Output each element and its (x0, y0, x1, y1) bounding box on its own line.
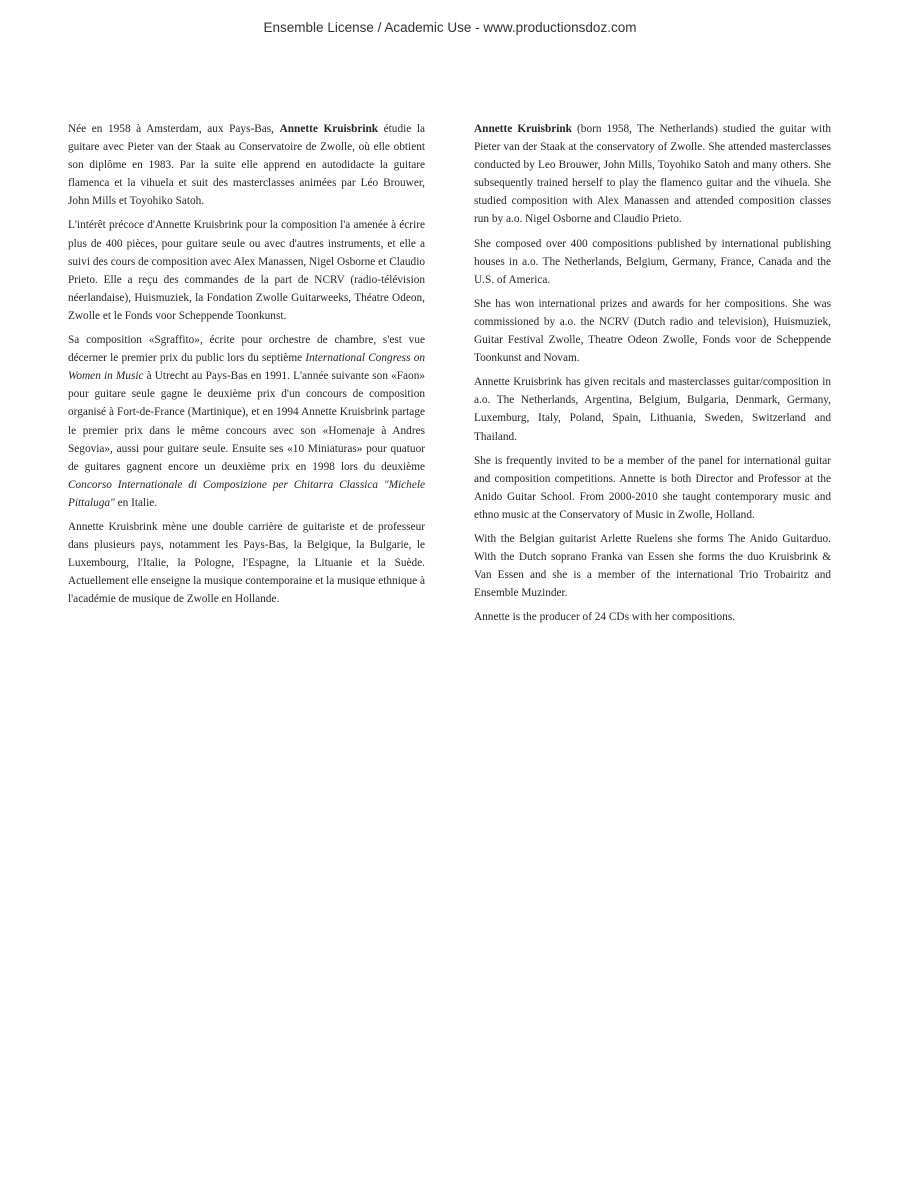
english-paragraph-4: Annette Kruisbrink has given recitals and masterclasses guitar/composition in a.o. The Netherlands, Argentina, Belgium, Bulgaria, Denmark, Germany, Luxemburg, Italy, Poland, Spain, Lithuania, Sweden, Switzerland and Thailand. (474, 376, 831, 443)
french-p3-part-1: Sa composition «Sgraffito», écrite pour orchestre de chambre, s'est vue décerner le premier prix du public lors du septième (68, 334, 425, 365)
license-header: Ensemble License / Academic Use - www.productionsdoz.com (263, 20, 637, 35)
composer-name: Annette Kruisbrink (279, 123, 379, 135)
french-p1-body: étudie la guitare avec Pieter van der Staak au Conservatoire de Zwolle, où elle obtient son diplôme en 1983. Par la suite elle apprend en autodidacte la guitare flamenca et la vihuela et suit des masterclasses animées par Léo Brouwer, John Mills et Toyohiko Satoh. (68, 123, 425, 208)
french-p1-intro: Née en 1958 à Amsterdam, aux Pays-Bas, (68, 123, 280, 135)
concorso-title: Concorso Internationale di Composizione per Chitarra Classica "Michele Pittaluga" (68, 478, 425, 509)
english-p1-body: (born 1958, The Netherlands) studied the guitar with Pieter van der Staak at the conservatory of Zwolle. She attended masterclasses conducted by Leo Brouwer, John Mills, Toyohiko Satoh and many others. She subsequently trained herself to play the flamenco guitar and the vihuela. She studied composition with Alex Manassen and attended composition classes run by a.o. Nigel Osborne and Claudio Prieto. (474, 123, 831, 226)
composer-name-en: Annette Kruisbrink (474, 123, 572, 135)
french-biography (68, 120, 425, 614)
french-paragraph-2: L'intérêt précoce d'Annette Kruisbrink pour la composition l'a amenée à écrire plus de 400 pièces, pour guitare seule ou avec d'autres instruments, et elle a suivi des cours de composition avec Alex Manassen, Nigel Osborne et Claudio Prieto. Elle a reçu des commandes de la part de NCRV (radio-télévision néerlandaise), Huismuziek, la Fondation Zwolle Guitarweeks, Théatre Odeon, Zwolle et le Fonds voor Scheppende Toonkunst. (68, 219, 425, 322)
french-p3-part-3: en Italie. (114, 496, 158, 509)
english-paragraph-7: Annette is the producer of 24 CDs with her compositions. (474, 611, 736, 624)
english-paragraph-2: She composed over 400 compositions published by international publishing houses in a.o. The Netherlands, Belgium, Germany, France, Canada and the U.S. of America. (474, 237, 831, 286)
french-paragraph-3 (68, 331, 425, 512)
french-paragraph-1 (68, 120, 425, 210)
french-p3-part-2: à Utrecht au Pays-Bas en 1991. L'année suivante son «Faon» pour guitare seule gagne le deuxième prix d'un concours de composition organisé à Fort-de-France (Martinique), et en 1994 Annette Kruisbrink partage le premier prix dans le même concours avec son «Homenaje à Andres Segovia», aussi pour guitare seule. Ensuite ses «10 Miniaturas» pour quatuor de guitares gagnent encore un deuxième prix en 1998 lors du deuxième (68, 370, 425, 473)
english-paragraph-3: She has won international prizes and awards for her compositions. She was commissioned by a.o. the NCRV (Dutch radio and television), Huismuziek, Guitar Festival Zwolle, Theatre Odeon Zwolle, Fonds voor de Scheppende Toonkunst and Novam. (474, 297, 831, 365)
english-paragraph-6: With the Belgian guitarist Arlette Ruelens she forms The Anido Guitarduo. With the Dutch soprano Franka van Essen she forms the duo Kruisbrink & Van Essen and she is a member of the international Trio Trobairitz and Ensemble Muzinder. (474, 532, 831, 600)
english-biography (474, 120, 831, 632)
french-paragraph-4: Annette Kruisbrink mène une double carrière de guitariste et de professeur dans plusieurs pays, notamment les Pays-Bas, la Belgique, la Bulgarie, le Luxembourg, l'Italie, la Pologne, l'Espagne, la Lituanie et la Suède. Actuellement elle enseigne la musique contemporaine et la musique ethnique à l'académie de musique de Zwolle en Hollande. (68, 520, 425, 606)
english-paragraph-5: She is frequently invited to be a member of the panel for international guitar and composition competitions. Annette is both Director and Professor at the Anido Guitar School. From 2000-2010 she taught contemporary music and ethno music at the Conservatory of Music in Zwolle, Holland. (474, 454, 831, 521)
congress-title: International Congress on Women in Music (68, 352, 425, 383)
english-paragraph-1 (474, 120, 831, 229)
